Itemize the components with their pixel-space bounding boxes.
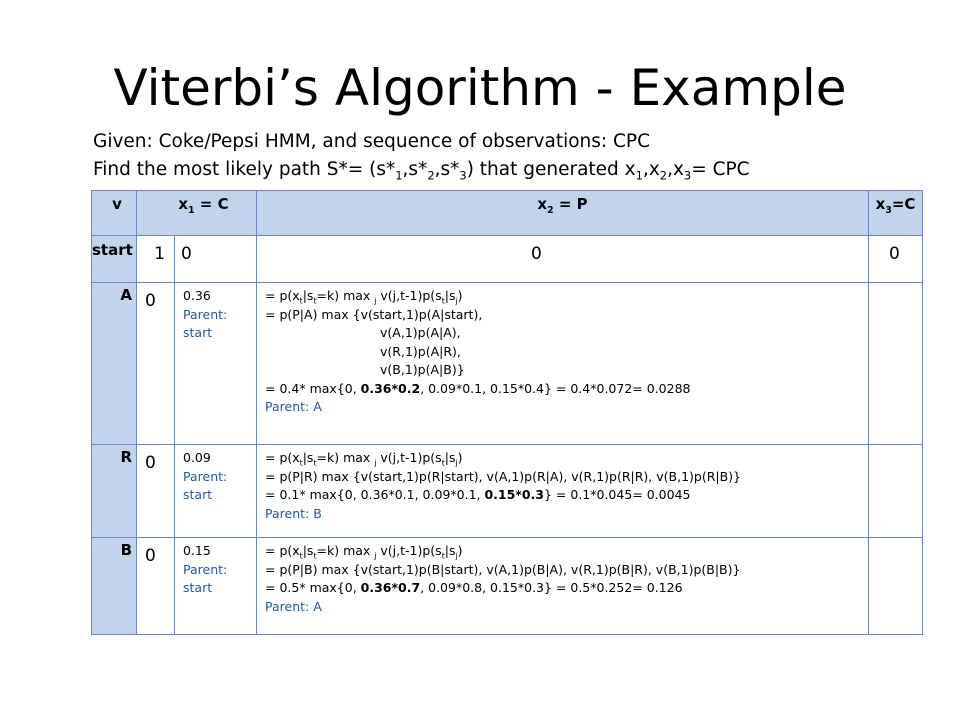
cell-R-2: = $p(x_t|s_t=k)$ max $_j$ $v(j,t-1)p(s_t|s_j)$ = p(P|R) max {v(start,1)p(R|start), v(A,1)p(R|A), v(R,1)p(R|R), v(B,1)p(R|B)} = 0.1* max{0, 0.36*0.1, 0.09*0.1, 0.15*0.3} = 0.1*0.045= 0.0045 Parent: B: [257, 445, 869, 538]
cell-A-1: 0.36 Parent: start: [175, 283, 257, 445]
cell-A-3: [869, 283, 923, 445]
row-label-start: start: [92, 236, 137, 283]
header-x1: $x_1 = C$: [137, 191, 257, 236]
slide-title: Viterbi’s Algorithm - Example: [113, 59, 847, 117]
cell-B-1: 0.15 Parent: start: [175, 538, 257, 635]
viterbi-table: [91, 190, 923, 635]
cell-B-3: [869, 538, 923, 635]
row-start: [92, 236, 923, 283]
cell-B-2: = $p(x_t|s_t=k)$ max $_j$ $v(j,t-1)p(s_t|s_j)$ = p(P|B) max {v(start,1)p(B|start), v(A,1)p(B|A), v(R,1)p(B|R), v(B,1)p(B|B)} = 0.5* max{0, 0.36*0.7, 0.09*0.8, 0.15*0.3} = 0.5*0.252= 0.126 Parent: A: [257, 538, 869, 635]
header-x2: $x_2 = P$: [257, 191, 869, 236]
cell-R-0: 0: [137, 445, 175, 538]
header-row: [92, 191, 923, 236]
row-label-A: A: [92, 283, 137, 445]
cell-A-0: 0: [137, 283, 175, 445]
subtitle-find: Find the most likely path $S*= (s*_1,s*_2,s*_3)$ that generated $x_1,x_2,x_3=$ CPC: [93, 159, 750, 183]
cell-start-3: 0: [869, 236, 923, 283]
cell-start-0: 1: [137, 236, 175, 283]
header-x3: $x_3=C$: [869, 191, 923, 236]
row-A: [92, 283, 923, 445]
cell-R-3: [869, 445, 923, 538]
row-B: [92, 538, 923, 635]
cell-B-0: 0: [137, 538, 175, 635]
row-label-B: B: [92, 538, 137, 635]
cell-A-2: = $p(x_t|s_t=k)$ max $_j$ $v(j,t-1)p(s_t|s_j)$ = p(P|A) max {v(start,1)p(A|start), v(A,1)p(A|A), v(R,1)p(A|R), v(B,1)p(A|B)} = 0.4* max{0, 0.36*0.2, 0.09*0.1, 0.15*0.4} = 0.4*0.072= 0.0288 Parent: A: [257, 283, 869, 445]
row-R: [92, 445, 923, 538]
cell-R-1: 0.09 Parent: start: [175, 445, 257, 538]
row-label-R: R: [92, 445, 137, 538]
header-v: v: [92, 191, 137, 236]
subtitle-given: Given: Coke/Pepsi HMM, and sequence of observations: CPC: [93, 131, 651, 152]
cell-start-1: 0: [175, 236, 257, 283]
cell-start-2: 0: [257, 236, 869, 283]
